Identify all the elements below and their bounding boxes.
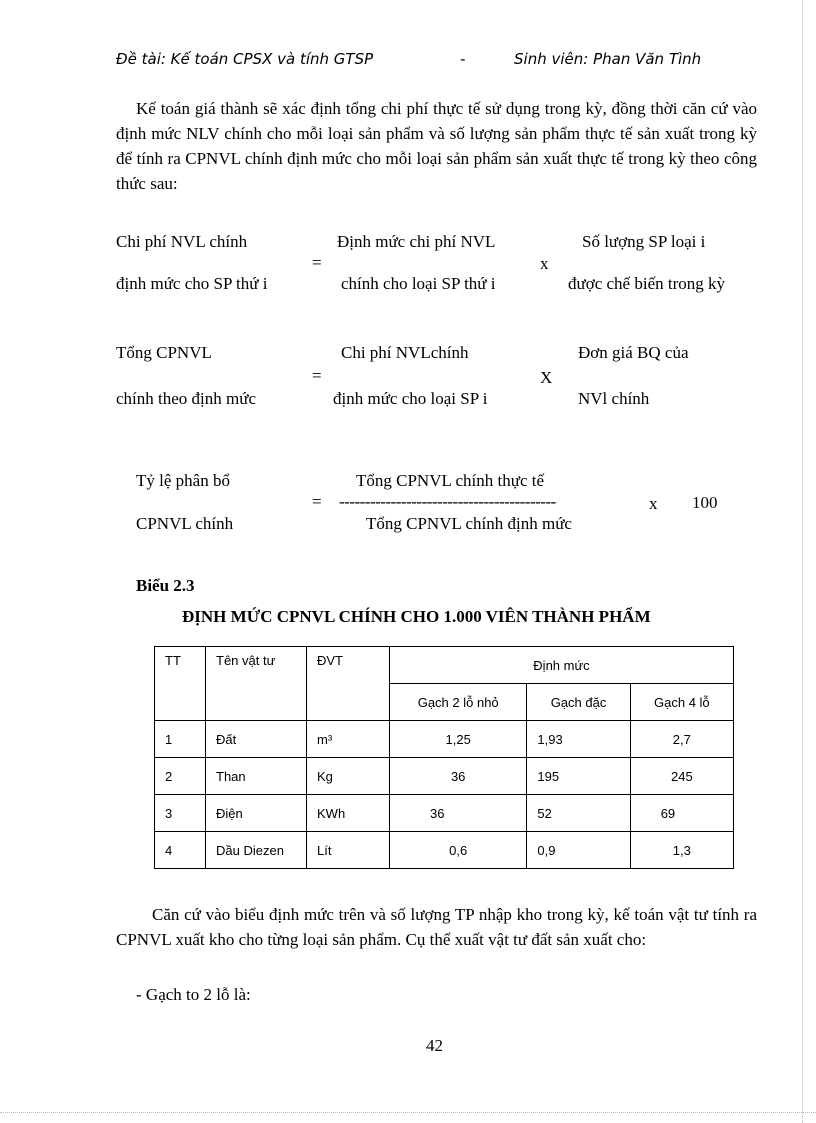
formula3-left-line2: CPNVL chính [136,514,234,533]
formula2-left-line2: chính theo định mức [116,389,256,408]
formula3-left-line1: Tỷ lệ phân bổ [136,471,230,490]
formula3-times: x [649,494,658,513]
formula2-equals: = [312,366,322,385]
formula2-times: X [540,368,553,387]
cell-value: 36 [390,758,527,795]
cell-value: 2,7 [630,721,733,758]
cell-value: 0,9 [527,832,630,869]
cell-value: 1,3 [630,832,733,869]
formula1-right-line2: được chế biến trong kỳ [568,274,725,293]
formula3-numerator: Tổng CPNVL chính thực tế [356,471,545,490]
cell-unit: KWh [307,795,390,832]
table-row [155,795,734,832]
cell-value: 195 [527,758,630,795]
header-tt: TT [155,647,206,721]
cell-tt: 2 [155,758,206,795]
subheader-brick-2-hole-small: Gạch 2 lỗ nhỏ [390,684,527,721]
formula3-factor: 100 [692,493,718,512]
header-unit: ĐVT [307,647,390,721]
cell-value: 1,93 [527,721,630,758]
cell-value: 52 [527,795,630,832]
formula2-right-line1: Đơn giá BQ của [578,343,689,362]
cell-tt: 4 [155,832,206,869]
table-row [155,758,734,795]
cell-material: Than [206,758,307,795]
cell-value: 36 [390,795,527,832]
cell-value: 0,6 [390,832,527,869]
page-border-right [802,0,803,1123]
table-title: ĐỊNH MỨC CPNVL CHÍNH CHO 1.000 VIÊN THÀNH PHẨM [182,607,651,626]
formula3-denominator: Tổng CPNVL chính định mức [366,514,572,533]
header-topic: Đề tài: Kế toán CPSX và tính GTSP [116,50,374,68]
formula1-times: x [540,254,549,273]
header-norm: Định mức [390,647,734,684]
table-header-row [155,647,734,684]
header-dash: - [460,50,466,68]
norm-table [154,646,734,869]
table-caption: Biểu 2.3 [136,576,195,595]
cell-value: 1,25 [390,721,527,758]
formula1-mid-line1: Định mức chi phí NVL [337,232,496,251]
formula2-mid-line2: định mức cho loại SP i [333,389,488,408]
formula1-left-line2: định mức cho SP thứ i [116,274,268,293]
subheader-solid-brick: Gạch đặc [527,684,630,721]
cell-material: Điện [206,795,307,832]
cell-unit: Kg [307,758,390,795]
intro-paragraph: Kế toán giá thành sẽ xác định tổng chi phí thực tế sử dụng trong kỳ, đồng thời căn cứ vào định mức NLV chính cho mỗi loại sản phẩm và số lượng sản phẩm thực tế sản xuất trong kỳ để tính ra CPNVL chính định mức cho mỗi loại sản phẩm sản xuất thực tế trong kỳ theo công thức sau: [116,99,757,193]
page-number: 42 [426,1036,443,1055]
formula1-mid-line2: chính cho loại SP thứ i [341,274,496,293]
closing-paragraph: Căn cứ vào biểu định mức trên và số lượng TP nhập kho trong kỳ, kế toán vật tư tính ra CPNVL xuất kho cho từng loại sản phẩm. Cụ thể xuất vật tư đất sản xuất cho: [116,905,757,949]
page-border-bottom [0,1112,816,1113]
formula1-left-line1: Chi phí NVL chính [116,232,248,251]
cell-unit: m³ [307,721,390,758]
formula2-right-line2: NVl chính [578,389,650,408]
cell-tt: 1 [155,721,206,758]
table-row [155,721,734,758]
bullet-line: - Gạch to 2 lỗ là: [136,985,251,1004]
cell-value: 245 [630,758,733,795]
header-student: Sinh viên: Phan Văn Tình [514,50,702,68]
header-material-name: Tên vật tư [206,647,307,721]
subheader-brick-4-hole: Gạch 4 lỗ [630,684,733,721]
cell-value: 69 [630,795,733,832]
cell-material: Đất [206,721,307,758]
formula3-equals: = [312,492,322,511]
formula2-left-line1: Tổng CPNVL [116,343,212,362]
formula3-fraction-line: ------------------------------------------ [339,492,556,511]
cell-unit: Lít [307,832,390,869]
formula1-right-line1: Số lượng SP loại i [582,232,706,251]
formula2-mid-line1: Chi phí NVLchính [341,343,469,362]
cell-material: Dầu Diezen [206,832,307,869]
table-row [155,832,734,869]
cell-tt: 3 [155,795,206,832]
formula1-equals: = [312,253,322,272]
